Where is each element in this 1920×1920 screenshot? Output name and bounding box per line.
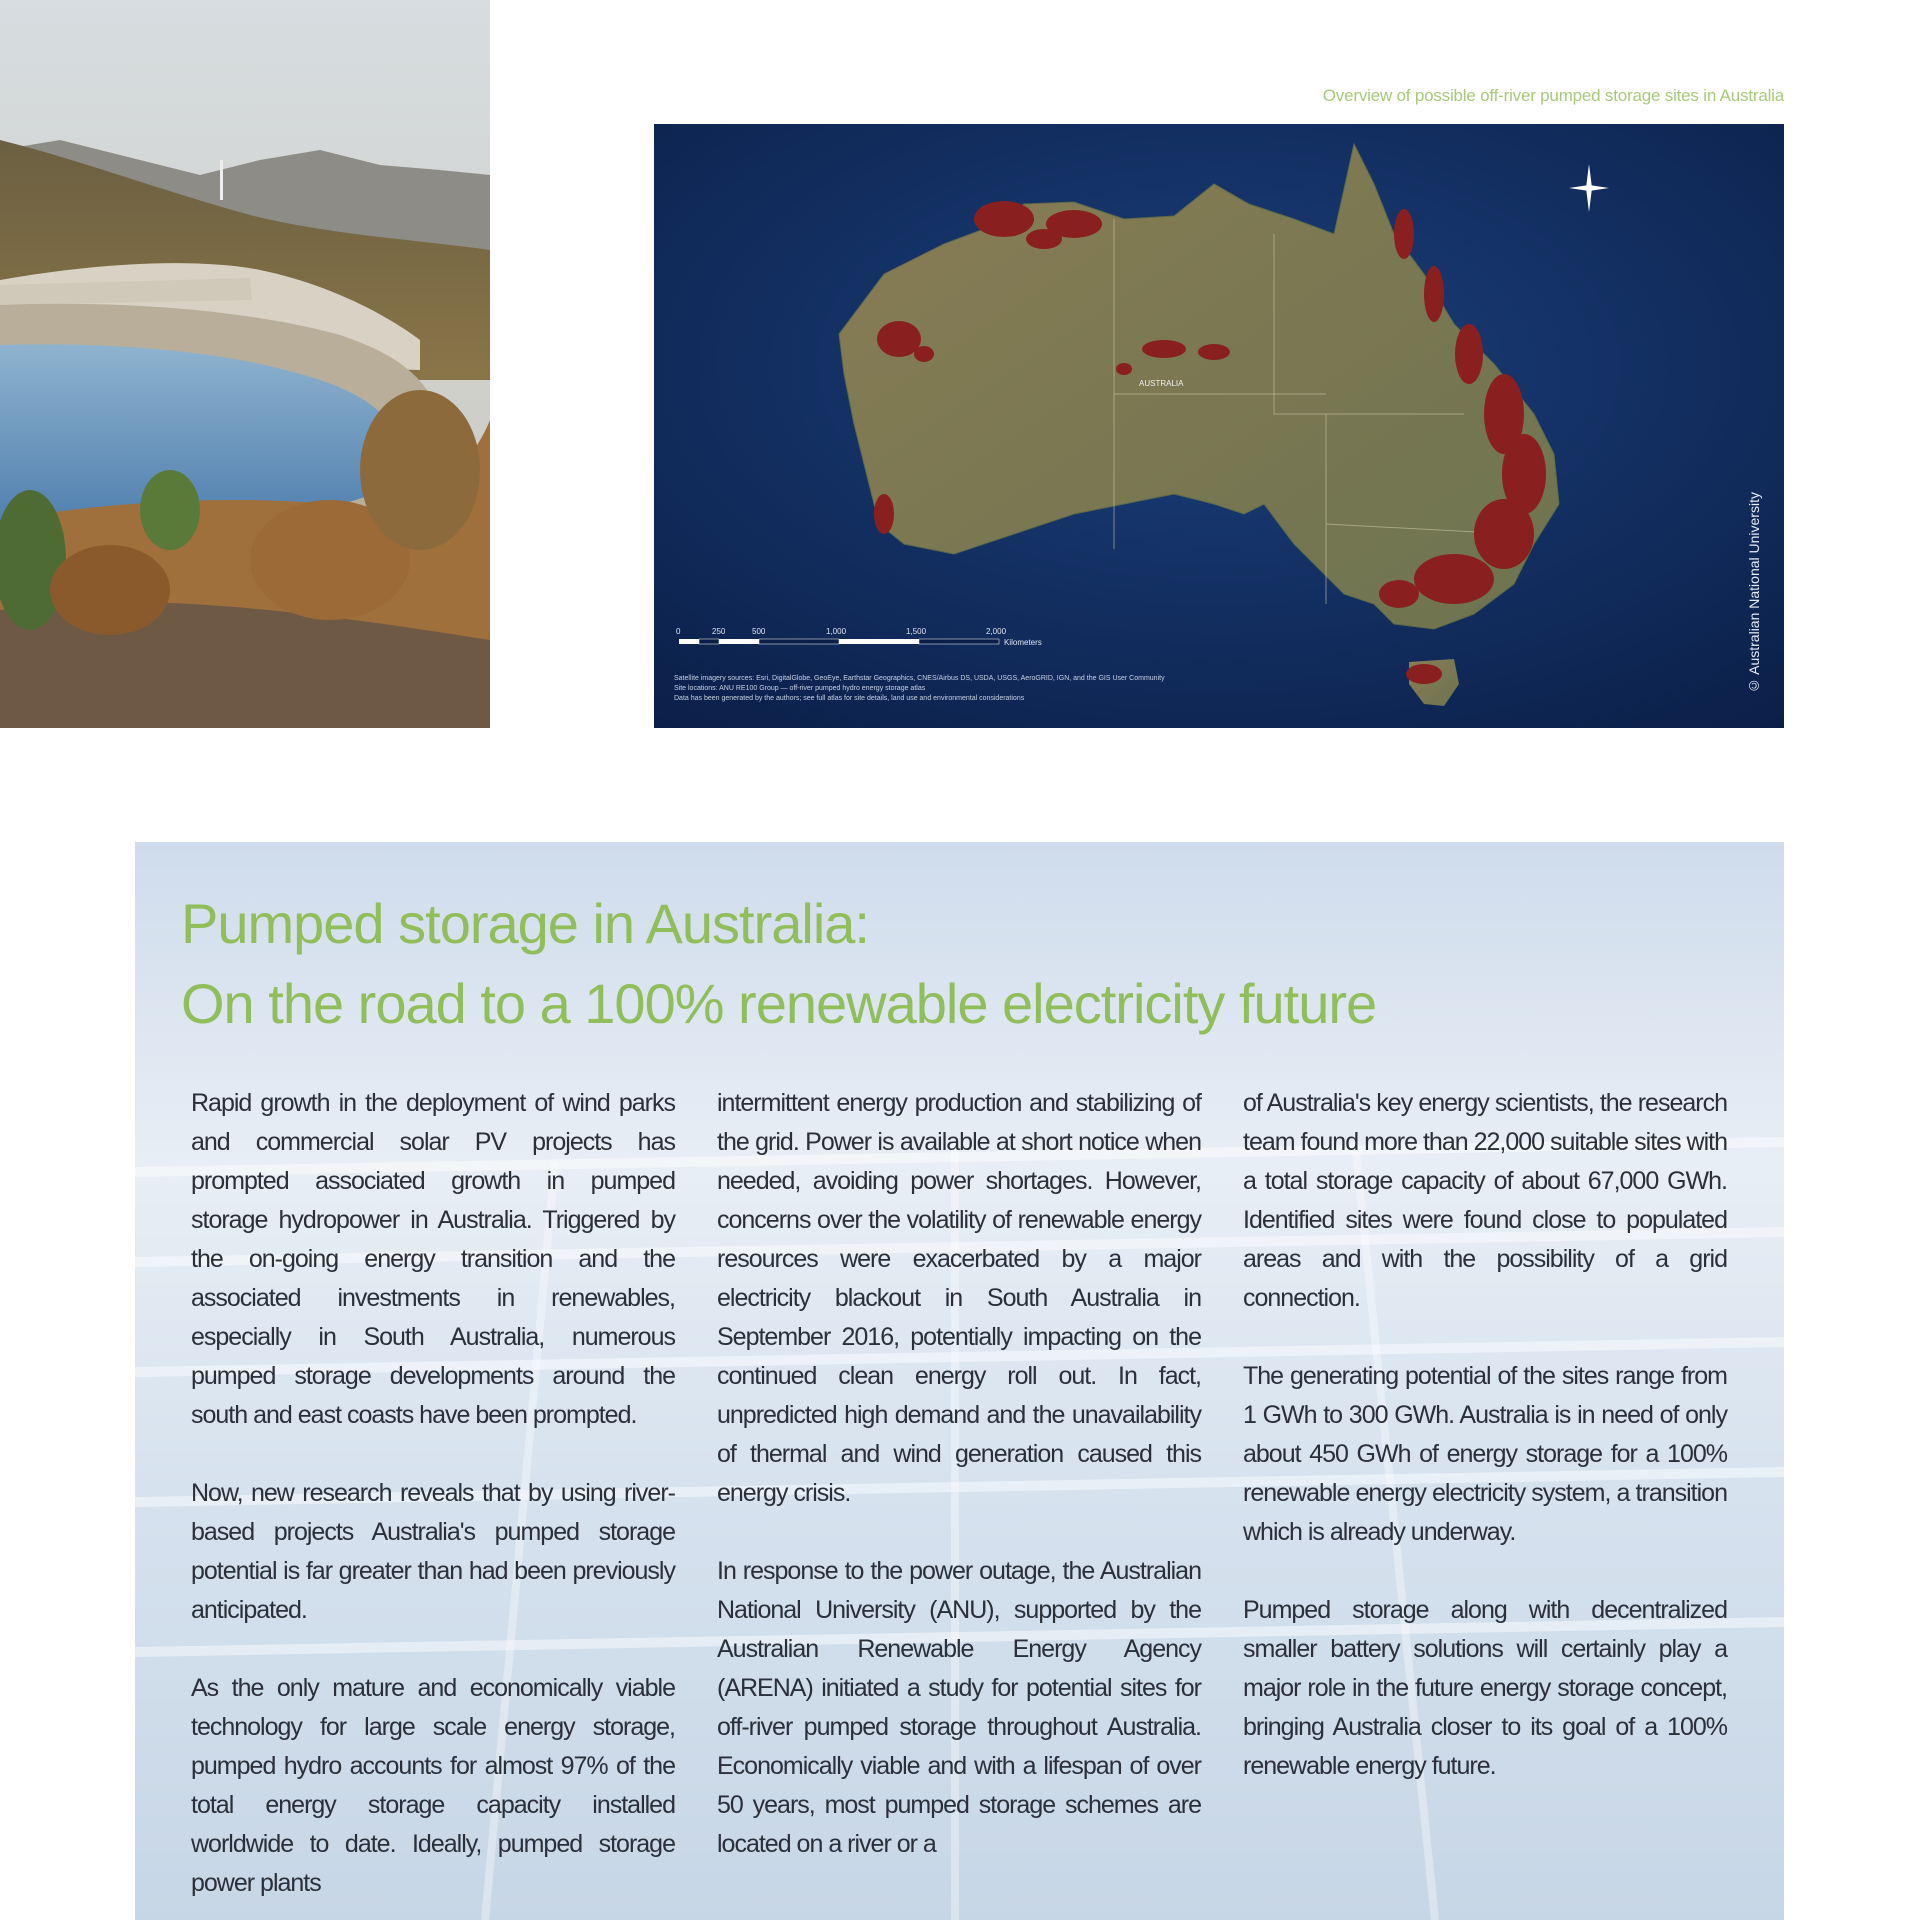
paragraph: Pumped storage along with decentralized smaller battery solutions will certainly play a major role in the future energy storage concept, bringing Australia closer to its goal of a 100% renewable energy future. xyxy=(1243,1596,1727,1780)
paragraph: of Australia's key energy scientists, the research team found more than 22,000 suitable sites with a total storage capacity of about 67,000 GWh. Identified sites were found close to populated areas and with the possibility of a grid connection. xyxy=(1243,1089,1727,1312)
article-column-2 xyxy=(717,1084,1201,1920)
map-source-note xyxy=(674,674,1334,704)
map-caption: Overview of possible off-river pumped storage sites in Australia xyxy=(1322,86,1784,105)
headline-line-2: On the road to a 100% renewable electricity future xyxy=(181,972,1377,1035)
country-label: AUSTRALIA xyxy=(1139,379,1184,388)
scale-label-0: 0 xyxy=(676,627,681,636)
australia-map-illustration xyxy=(654,124,1784,728)
scale-label-units: Kilometers xyxy=(1004,638,1042,647)
article-headline xyxy=(181,884,1741,1044)
reservoir-photo-illustration xyxy=(0,0,490,728)
article-column-3 xyxy=(1243,1084,1727,1920)
paragraph: As the only mature and economically viable technology for large scale energy storage, pumped hydro accounts for almost 97% of the total energy storage capacity installed worldwide to date. Ideally, pumped storage power plants xyxy=(191,1674,675,1897)
article-panel xyxy=(135,842,1784,1920)
paragraph: In response to the power outage, the Australian National University (ANU), supported by the Australian Renewable Energy Agency (ARENA) initiated a study for potential sites for off-river pumped storage throughout Australia. Economically viable and with a lifespan of over 50 years, most pumped storage schemes are located on a river or a xyxy=(717,1557,1201,1858)
paragraph: intermittent energy production and stabilizing of the grid. Power is available at short notice when needed, avoiding power shortages. However, concerns over the volatility of renewable energy resources were exacerbated by a major electricity blackout in South Australia in September 2016, potentially impacting on the continued clean energy roll out. In fact, unpredicted high demand and the unavailability of thermal and wind generation caused this energy crisis. xyxy=(717,1089,1201,1507)
scale-label-2000: 2,000 xyxy=(986,627,1007,636)
scale-label-500: 500 xyxy=(752,627,766,636)
pumped-storage-site-map xyxy=(654,124,1784,728)
article-body xyxy=(191,1084,1731,1920)
scale-label-1500: 1,500 xyxy=(906,627,927,636)
article-column-1 xyxy=(191,1084,675,1920)
scale-label-250: 250 xyxy=(712,627,726,636)
paragraph: Now, new research reveals that by using river-based projects Australia's pumped storage potential is far greater than had been previously anticipated. xyxy=(191,1479,675,1624)
map-copyright: © Australian National University xyxy=(1746,492,1762,694)
map-source-line: Satellite imagery sources: Esri, DigitalGlobe, GeoEye, Earthstar Geographics, CNES/Airbus DS, USDA, USGS, AeroGRID, IGN, and the GIS User Community xyxy=(674,675,1165,682)
paragraph: The generating potential of the sites range from 1 GWh to 300 GWh. Australia is in need of only about 450 GWh of energy storage for a 100% renewable energy electricity system, a transition which is already underway. xyxy=(1243,1362,1727,1546)
map-source-line: Data has been generated by the authors; see full atlas for site details, land use and environmental considerations xyxy=(674,695,1025,702)
reservoir-photo xyxy=(0,0,490,728)
map-source-line: Site locations: ANU RE100 Group — off-river pumped hydro energy storage atlas xyxy=(674,685,926,692)
headline-line-1: Pumped storage in Australia: xyxy=(181,892,869,955)
paragraph: Rapid growth in the deployment of wind parks and commercial solar PV projects has prompted associated growth in pumped storage hydropower in Australia. Triggered by the on-going energy transition and the associated investments in renewables, especially in South Australia, numerous pumped storage developments around the south and east coasts have been prompted. xyxy=(191,1089,675,1429)
scale-label-1000: 1,000 xyxy=(826,627,847,636)
